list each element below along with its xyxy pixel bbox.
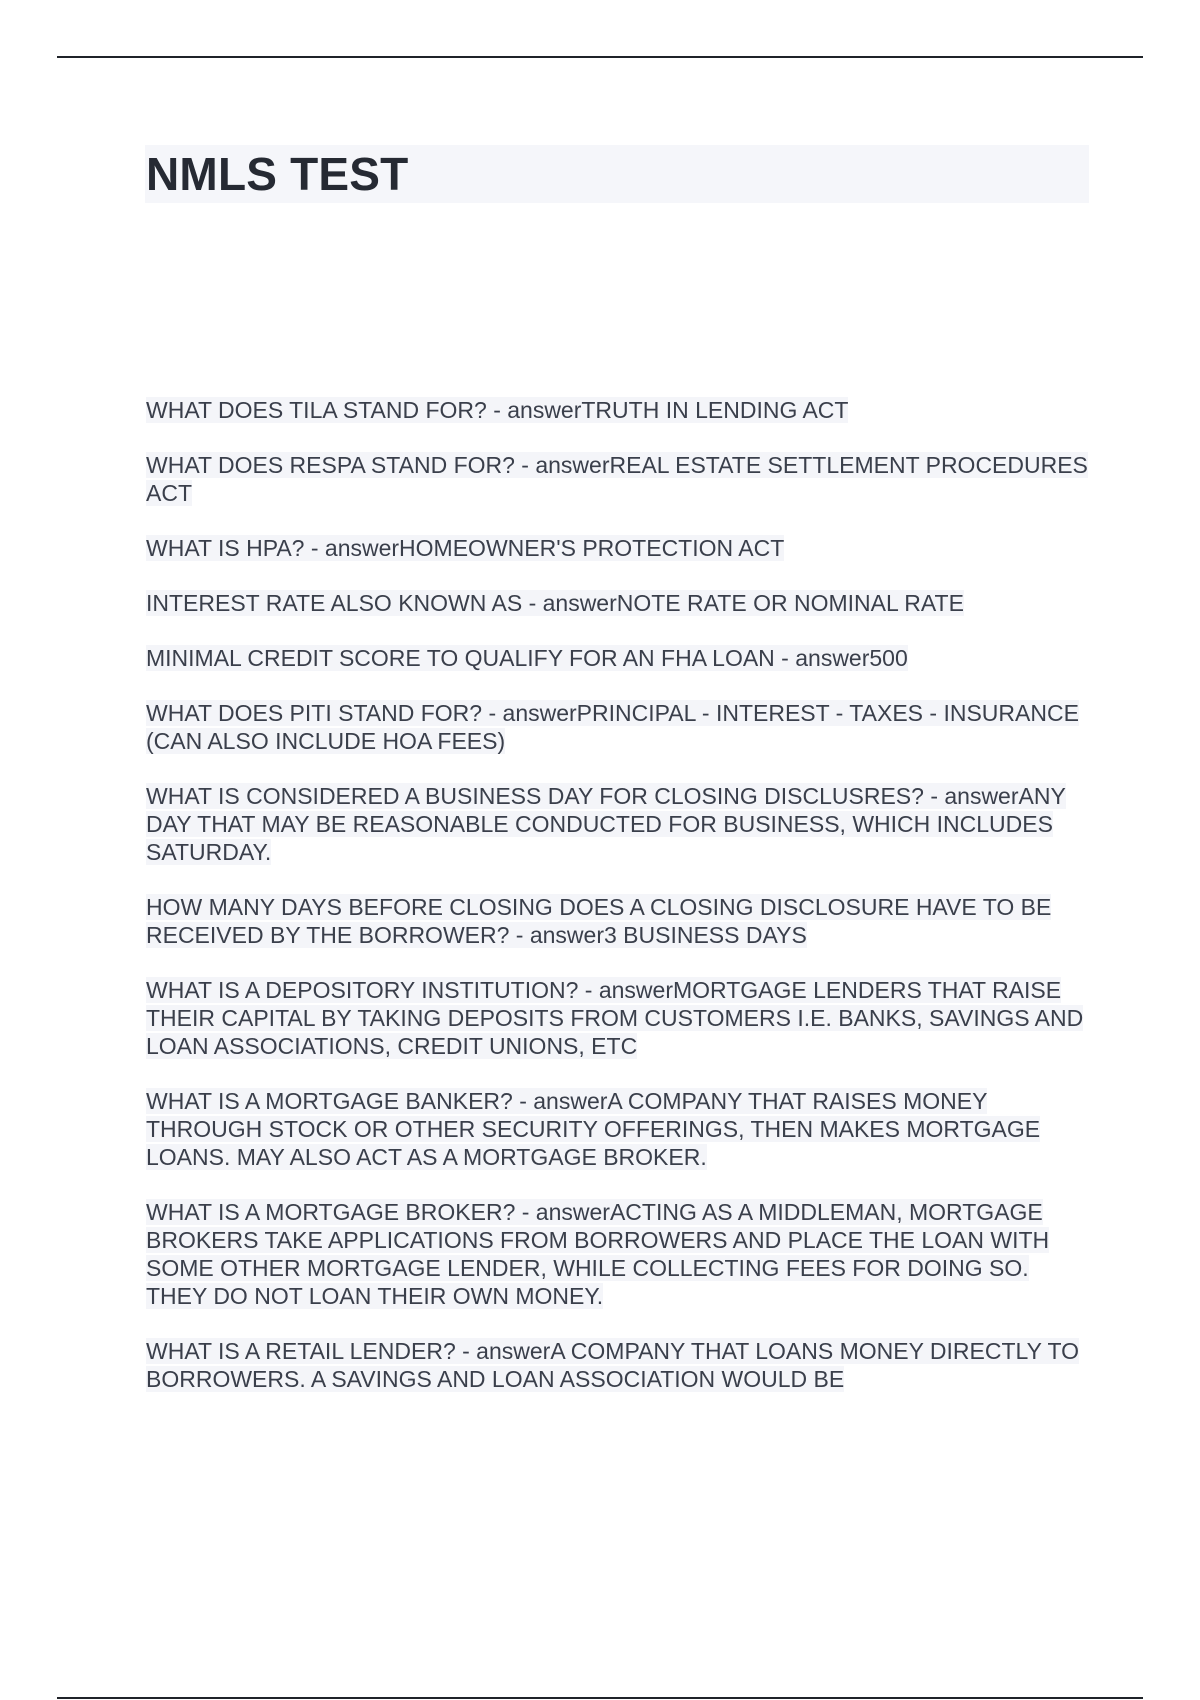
qa-text: WHAT IS A MORTGAGE BANKER? - answerA COMPANY THAT RAISES MONEY THROUGH STOCK OR OTHER SECURITY OFFERINGS, THEN MAKES MORTGAGE LOANS. MAY ALSO ACT AS A MORTGAGE BROKER. [146, 1088, 1041, 1170]
qa-text: WHAT IS HPA? - answerHOMEOWNER'S PROTECTION ACT [146, 535, 785, 561]
qa-item-retail-lender [146, 1337, 1091, 1393]
qa-item-depository-institution [146, 976, 1091, 1060]
qa-item-respa [146, 451, 1091, 507]
page-title: NMLS TEST [146, 148, 409, 200]
qa-text: WHAT DOES RESPA STAND FOR? - answerREAL ESTATE SETTLEMENT PROCEDURES ACT [146, 452, 1088, 506]
top-divider [57, 56, 1143, 58]
qa-item-business-day [146, 782, 1091, 866]
qa-item-interest-rate [146, 589, 1091, 617]
qa-item-piti [146, 699, 1091, 755]
qa-item-fha-credit-score [146, 644, 1091, 672]
qa-text: MINIMAL CREDIT SCORE TO QUALIFY FOR AN FHA LOAN - answer500 [146, 645, 908, 671]
qa-text: WHAT IS A DEPOSITORY INSTITUTION? - answerMORTGAGE LENDERS THAT RAISE THEIR CAPITAL BY TAKING DEPOSITS FROM CUSTOMERS I.E. BANKS, SAVINGS AND LOAN ASSOCIATIONS, CREDIT UNIONS, ETC [146, 977, 1084, 1059]
qa-text: WHAT DOES PITI STAND FOR? - answerPRINCIPAL - INTEREST - TAXES - INSURANCE (CAN ALSO INCLUDE HOA FEES) [146, 700, 1079, 754]
qa-text: WHAT DOES TILA STAND FOR? - answerTRUTH IN LENDING ACT [146, 397, 849, 423]
qa-item-mortgage-broker [146, 1198, 1091, 1310]
qa-list [146, 396, 1091, 1420]
qa-item-tila [146, 396, 1091, 424]
qa-item-closing-disclosure [146, 893, 1091, 949]
qa-text: HOW MANY DAYS BEFORE CLOSING DOES A CLOSING DISCLOSURE HAVE TO BE RECEIVED BY THE BORROWER? - answer3 BUSINESS DAYS [146, 894, 1052, 948]
qa-item-hpa [146, 534, 1091, 562]
qa-text: WHAT IS A MORTGAGE BROKER? - answerACTING AS A MIDDLEMAN, MORTGAGE BROKERS TAKE APPLICATIONS FROM BORROWERS AND PLACE THE LOAN WITH SOME OTHER MORTGAGE LENDER, WHILE COLLECTING FEES FOR DOING SO. THEY DO NOT LOAN THEIR OWN MONEY. [146, 1199, 1050, 1309]
qa-item-mortgage-banker [146, 1087, 1091, 1171]
qa-text: INTEREST RATE ALSO KNOWN AS - answerNOTE RATE OR NOMINAL RATE [146, 590, 964, 616]
qa-text: WHAT IS A RETAIL LENDER? - answerA COMPANY THAT LOANS MONEY DIRECTLY TO BORROWERS. A SAVINGS AND LOAN ASSOCIATION WOULD BE [146, 1338, 1080, 1392]
qa-text: WHAT IS CONSIDERED A BUSINESS DAY FOR CLOSING DISCLUSRES? - answerANY DAY THAT MAY BE REASONABLE CONDUCTED FOR BUSINESS, WHICH INCLUDES SATURDAY. [146, 783, 1066, 865]
bottom-divider [57, 1697, 1143, 1699]
